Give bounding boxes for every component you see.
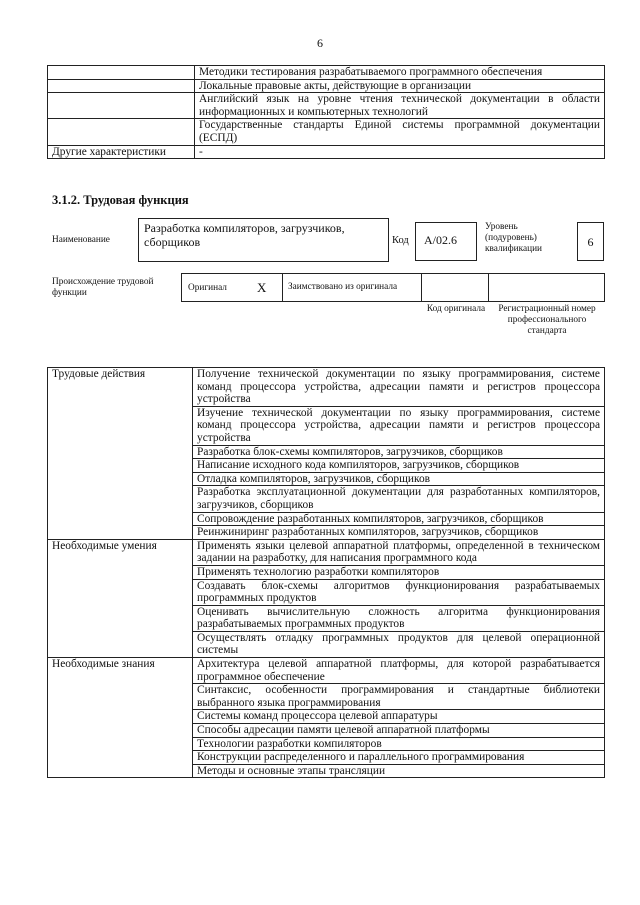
- row-text: Методики тестирования разрабатываемого программного обеспечения: [195, 66, 605, 80]
- table-cell: Применять технологию разработки компиляторов: [193, 565, 605, 579]
- level-label: Уровень (подуровень) квалификации: [485, 222, 543, 254]
- section-label: Необходимые знания: [48, 658, 193, 778]
- row-text: -: [195, 145, 605, 159]
- row-label: [48, 66, 195, 80]
- section-label: Необходимые умения: [48, 539, 193, 657]
- table-cell: Методы и основные этапы трансляции: [193, 764, 605, 778]
- original-code-label: Код оригинала: [426, 304, 486, 314]
- original-code-cell: [421, 273, 489, 302]
- function-name: Разработка компиляторов, загрузчиков, сборщиков: [138, 218, 389, 262]
- table-row: [48, 658, 605, 684]
- table-cell: Разработка эксплуатационной документации для разработанных компиляторов, загрузчиков, сборщиков: [193, 486, 605, 512]
- table-row: [48, 66, 605, 80]
- row-label: [48, 93, 195, 119]
- table-cell: Технологии разработки компиляторов: [193, 737, 605, 751]
- qualification-level: 6: [577, 222, 604, 261]
- borrowed-cell: [282, 273, 422, 302]
- table-cell: Архитектура целевой аппаратной платформы, для которой разрабатывается программное обеспечение: [193, 658, 605, 684]
- table-cell: Получение технической документации по языку программирования, системе команд процессора устройства, адресации памяти и регистров процессора устройства: [193, 368, 605, 407]
- original-cell: [181, 273, 283, 302]
- table-cell: Конструкции распределенного и параллельного программирования: [193, 751, 605, 765]
- row-text: Локальные правовые акты, действующие в организации: [195, 79, 605, 93]
- reg-number-label: Регистрационный номер профессионального стандарта: [498, 304, 596, 336]
- row-label: [48, 119, 195, 145]
- row-text: Английский язык на уровне чтения технической документации в области информационных и компьютерных технологий: [195, 93, 605, 119]
- reg-number-cell: [488, 273, 605, 302]
- table-cell: Системы команд процессора целевой аппаратуры: [193, 710, 605, 724]
- table-row: [48, 93, 605, 119]
- table-cell: Способы адресации памяти целевой аппаратной платформы: [193, 724, 605, 738]
- original-mark: X: [257, 280, 267, 295]
- table-row: [48, 145, 605, 159]
- table-cell: Применять языки целевой аппаратной платформы, определенной в техническом задании на разработку, для написания программного кода: [193, 539, 605, 565]
- table-cell: Сопровождение разработанных компиляторов, загрузчиков, сборщиков: [193, 512, 605, 526]
- table-row: [48, 368, 605, 407]
- table-cell: Осуществлять отладку программных продуктов для целевой операционной системы: [193, 631, 605, 657]
- table-cell: Отладка компиляторов, загрузчиков, сборщиков: [193, 472, 605, 486]
- borrowed-label: Заимствовано из оригинала: [288, 282, 398, 292]
- section-label: Трудовые действия: [48, 368, 193, 540]
- original-label: Оригинал: [188, 283, 227, 293]
- section-heading: 3.1.2. Трудовая функция: [52, 193, 189, 207]
- row-label: [48, 79, 195, 93]
- table-cell: Разработка блок-схемы компиляторов, загрузчиков, сборщиков: [193, 445, 605, 459]
- table-cell: Написание исходного кода компиляторов, загрузчиков, сборщиков: [193, 459, 605, 473]
- table-row: [48, 119, 605, 145]
- code-label: Код: [392, 235, 409, 246]
- table-cell: Оценивать вычислительную сложность алгоритма функционирования разрабатываемых программных продуктов: [193, 605, 605, 631]
- table-cell: Реинжиниринг разработанных компиляторов, загрузчиков, сборщиков: [193, 526, 605, 540]
- name-label: Наименование: [52, 235, 110, 245]
- table-cell: Создавать блок-схемы алгоритмов функционирования разрабатываемых программных продуктов: [193, 579, 605, 605]
- row-text: Государственные стандарты Единой системы программной документации (ЕСПД): [195, 119, 605, 145]
- row-label: Другие характеристики: [48, 145, 195, 159]
- table-row: [48, 539, 605, 565]
- table-cell: Синтаксис, особенности программирования и стандартные библиотеки выбранного языка программирования: [193, 684, 605, 710]
- table-cell: Изучение технической документации по языку программирования, системе команд процессора устройства, адресации памяти и регистров процессора устройства: [193, 406, 605, 445]
- function-code: A/02.6: [415, 222, 477, 261]
- page-number: 6: [317, 36, 323, 50]
- table-row: [48, 79, 605, 93]
- top-table: [47, 65, 605, 159]
- labor-function-table: [47, 367, 605, 778]
- origin-label: Происхождение трудовой функции: [52, 277, 154, 298]
